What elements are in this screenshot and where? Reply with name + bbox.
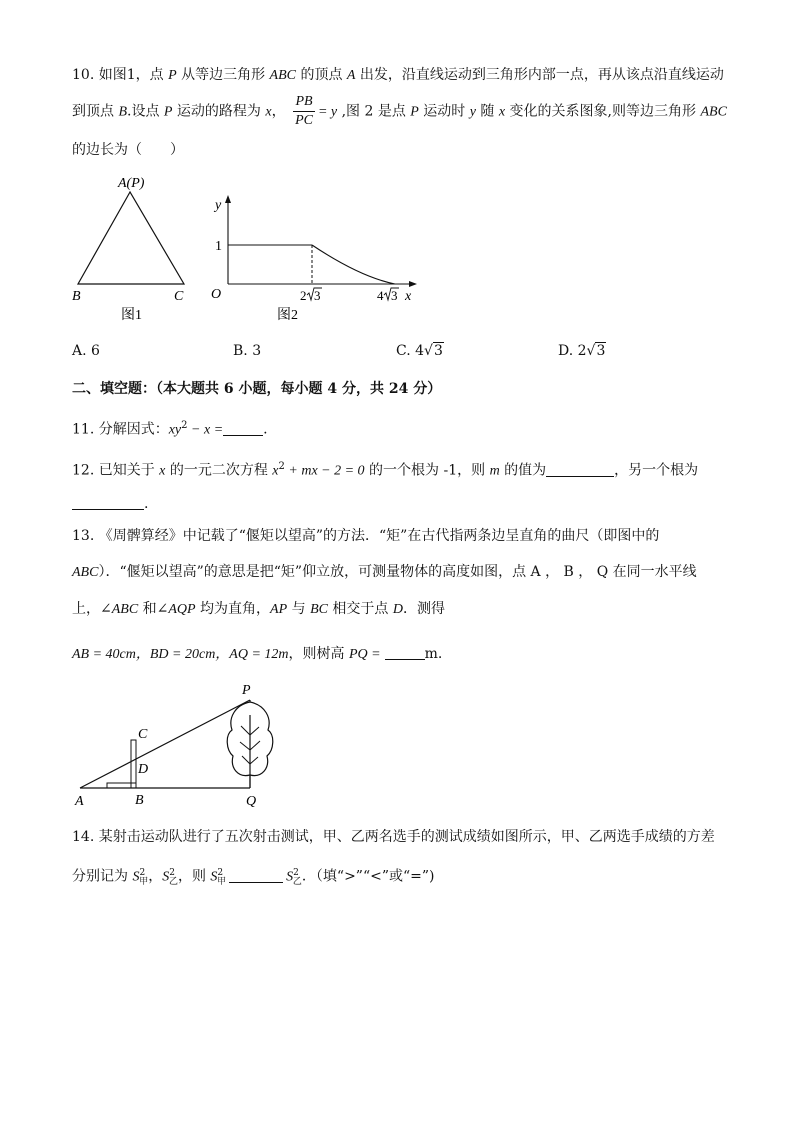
- subscript-yi: 乙: [168, 877, 178, 888]
- tick-rad-3b: 3: [391, 288, 398, 303]
- q13-line3: [72, 600, 445, 619]
- figure-2-graph: [205, 192, 420, 326]
- var-abc: ABC: [72, 565, 99, 580]
- var-y: y: [469, 104, 476, 120]
- q10-text: ,图 2 是点: [337, 103, 411, 120]
- q14-line2: [72, 864, 435, 891]
- q10-line2: 到顶点 B.设点 P 运动的路程为 x， $\frac{PB}{PC}$ = y ,图 2 是点 P 运动时 y 随 x 变化的关系图象,则等边三角形 ABC: [72, 94, 727, 128]
- q10-text: 的边长为（ ）: [72, 142, 184, 158]
- q12-text: ，另一个根为: [614, 462, 699, 479]
- x-label: x: [405, 289, 412, 304]
- q13-text: ，则树高: [288, 646, 349, 662]
- set-square-horizontal: [107, 783, 136, 788]
- exponent: 2: [169, 868, 175, 878]
- q13-text: 上，∠: [72, 601, 112, 617]
- q12-answer-blank-1[interactable]: [546, 462, 614, 477]
- var-abc: ABC: [700, 104, 727, 120]
- exponent: 2: [139, 868, 146, 878]
- q12-exponent: 2: [278, 461, 285, 472]
- var-aqp: AQP: [168, 602, 196, 617]
- q13-text: 相交于点: [327, 601, 393, 617]
- y-label: y: [215, 198, 222, 213]
- option-d[interactable]: [558, 343, 606, 359]
- q12-equation: + mx − 2 = 0: [284, 463, 365, 479]
- q13-text: 与: [287, 601, 311, 617]
- option-c-label: C. 4: [396, 343, 425, 359]
- q11-suffix: .: [263, 421, 268, 438]
- comma: ，: [148, 868, 163, 885]
- triangle-abc: [78, 192, 184, 284]
- graph-curve: [312, 245, 395, 284]
- tick-coef-2: 2: [300, 288, 307, 303]
- var-bc: BC: [310, 602, 328, 617]
- exponent: 2: [293, 868, 299, 878]
- q10-text: 运动的路程为: [172, 103, 266, 120]
- label-c: C: [174, 289, 184, 304]
- q12-text: 的值为: [499, 462, 547, 479]
- var-x: x: [159, 463, 166, 479]
- q12-text: 的一个根为 -1，则: [364, 462, 490, 479]
- fraction-pb-pc: [293, 93, 315, 130]
- q13-text: ）．“偃矩以望高”的意思是把“矩”仰立放，可测量物体的高度如图，点 A ， B ， Q 在同一水平线: [98, 564, 697, 580]
- option-a-label: A. 6: [72, 343, 100, 359]
- q11-answer-blank[interactable]: [223, 421, 263, 436]
- var-p: P: [168, 68, 177, 83]
- subscript-jia: 甲: [139, 877, 149, 888]
- option-a[interactable]: [72, 343, 100, 359]
- q12-answer-blank-2[interactable]: [72, 495, 144, 510]
- figure-tree-measurement: [70, 680, 290, 810]
- subscript-jia: 甲: [217, 877, 227, 888]
- caption-fig1: 图1: [121, 308, 142, 323]
- option-b[interactable]: [233, 343, 261, 359]
- var-b: B: [118, 104, 128, 120]
- q12-text: 12. 已知关于: [72, 462, 160, 479]
- option-b-label: B. 3: [233, 343, 262, 359]
- q12-suffix: .: [144, 496, 149, 512]
- var-m: m: [489, 463, 500, 479]
- q13-line1: [72, 527, 659, 545]
- q12-equation: x: [272, 463, 279, 479]
- variance-s: S: [132, 869, 140, 885]
- q10-text: 运动时: [418, 103, 470, 120]
- option-d-radicand: 3: [596, 343, 606, 359]
- figure-1-triangle: [66, 168, 206, 328]
- q12-text: 的一元二次方程: [165, 462, 273, 479]
- q14-text: ，则: [177, 868, 211, 885]
- var-abc: ABC: [111, 602, 139, 617]
- q13-text: 和∠: [138, 601, 169, 617]
- q13-line4: [72, 645, 442, 664]
- var-p: P: [163, 104, 173, 120]
- fraction-numerator: PB: [293, 93, 315, 112]
- q13-text: 13. 《周髀算经》中记载了“偃矩以望高”的方法．“矩”在古代指两条边呈直角的曲尺（即图中的: [72, 528, 660, 544]
- q10-text: 从等边三角形: [176, 67, 270, 83]
- variance-s: S: [286, 869, 294, 885]
- q10-text: 出发，沿直线运动到三角形内部一点，再从该点沿直线运动: [355, 67, 724, 83]
- q14-text: 14. 某射击运动队进行了五次射击测试，甲、乙两名选手的测试成绩如图所示，甲、乙两选手成绩的方差: [72, 829, 715, 845]
- q12-line2: [72, 495, 148, 513]
- tick-label-1: 1: [215, 239, 222, 254]
- q10-text: 10. 如图1，点: [72, 67, 169, 83]
- sight-line-ap: [80, 700, 250, 788]
- q10-text: .设点: [127, 103, 164, 120]
- label-b: B: [72, 289, 81, 304]
- label-q: Q: [246, 794, 257, 809]
- q11-expr: − x =: [187, 422, 224, 438]
- label-p: P: [242, 683, 251, 698]
- var-abc: ABC: [269, 68, 296, 83]
- option-d-label: D. 2: [558, 343, 587, 359]
- tick-rad-3a: 3: [314, 288, 321, 303]
- q13-unit: m.: [424, 646, 443, 662]
- sqrt-symbol: √: [586, 343, 596, 359]
- equals-y: = y: [317, 104, 338, 120]
- q11: [72, 417, 268, 440]
- var-x: x: [498, 104, 506, 120]
- q14-line1: [72, 828, 715, 846]
- q12-line1: [72, 458, 698, 481]
- var-a: A: [346, 68, 356, 83]
- x-axis-arrow: [409, 281, 417, 287]
- option-c[interactable]: [396, 343, 444, 359]
- fraction-denominator: PC: [295, 113, 313, 128]
- var-x: x: [265, 104, 272, 120]
- q11-exponent: 2: [181, 420, 188, 431]
- option-c-radicand: 3: [433, 343, 443, 359]
- q11-prefix: 11. 分解因式：: [72, 421, 169, 438]
- q13-text: ．测得: [402, 601, 445, 617]
- subscript-yi: 乙: [292, 877, 302, 888]
- y-axis-arrow: [225, 195, 231, 203]
- variance-s: S: [162, 869, 170, 885]
- var-ap: AP: [270, 602, 288, 617]
- set-square-vertical: [131, 740, 136, 788]
- var-p: P: [410, 104, 419, 120]
- q10-line3: [72, 141, 184, 159]
- label-c: C: [138, 727, 148, 742]
- label-b: B: [135, 793, 144, 808]
- q10-text: 随: [475, 103, 499, 120]
- caption-fig2: 图2: [277, 308, 298, 323]
- var-d: D: [392, 602, 403, 617]
- tick-coef-4: 4: [377, 288, 384, 303]
- variance-s: S: [210, 869, 218, 885]
- q10-text: 到顶点: [72, 103, 119, 120]
- q10-text: 变化的关系图象,则等边三角形: [505, 103, 701, 120]
- q10-text: 的顶点: [296, 67, 347, 83]
- q13-line2: [72, 563, 697, 582]
- label-d: D: [138, 762, 149, 777]
- exponent: 2: [217, 868, 224, 878]
- q13-measurements: AB = 40cm，BD = 20cm，AQ = 12m: [72, 647, 289, 662]
- q14-answer-blank[interactable]: [229, 868, 283, 883]
- sqrt-symbol: √: [424, 343, 433, 359]
- q13-answer-blank[interactable]: [385, 645, 425, 660]
- origin-label: O: [211, 287, 222, 302]
- label-a: A: [75, 794, 84, 809]
- q10-line1: [72, 66, 724, 85]
- q13-text: 均为直角，: [195, 601, 271, 617]
- label-a-p: A(P): [118, 176, 145, 191]
- q14-text: 分别记为: [72, 868, 133, 885]
- var-pq: PQ =: [348, 647, 381, 662]
- q14-text: ．（填“>”“<”或“=”): [301, 868, 435, 885]
- section-2-title: 二、填空题：（本大题共 6 小题，每小题 4 分，共 24 分）: [72, 381, 442, 397]
- q11-expr: xy: [168, 422, 182, 438]
